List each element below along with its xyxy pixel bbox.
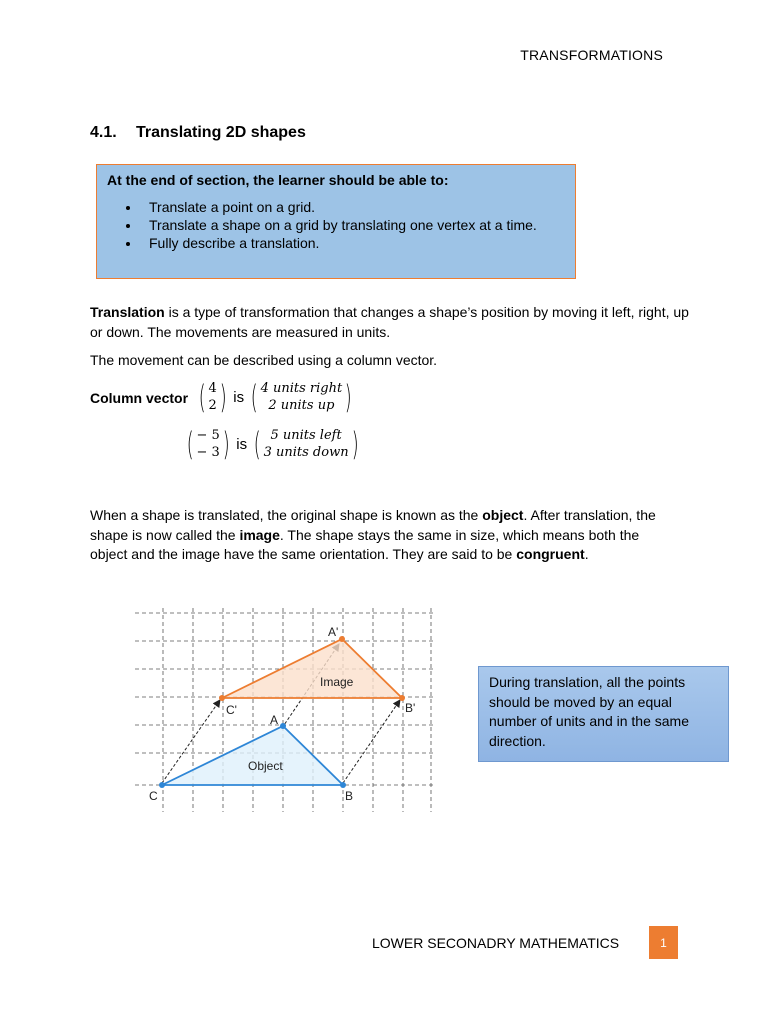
column-vector-label: Column vector <box>90 390 189 406</box>
vector-description-2: ( 5 units left 3 units down ) <box>253 425 359 463</box>
image-triangle <box>222 639 402 698</box>
vector-intro: The movement can be described using a column vector. <box>90 352 438 368</box>
objectives-list <box>107 198 565 252</box>
objectives-heading: At the end of section, the learner should be able to: <box>107 172 449 188</box>
learning-objectives-box <box>96 164 576 279</box>
term-congruent: congruent <box>516 546 585 562</box>
objective-item: • Fully describe a translation. <box>141 234 565 252</box>
vector-minus5-minus3: ( − 5 − 3 ) <box>186 425 230 463</box>
term-translation: Translation <box>90 304 165 320</box>
vertex-c-prime: C' <box>226 703 237 717</box>
translation-diagram <box>130 600 440 820</box>
section-heading <box>90 124 306 142</box>
definition-text: is a type of transformation that changes a shape’s position by moving it left, right, up or down. The movements are measured in units. <box>90 304 689 340</box>
arrow-b-to-b-prime <box>343 700 400 783</box>
vector-top: − 5 <box>196 428 220 443</box>
vector-bottom: − 3 <box>196 445 220 460</box>
vertex-b: B <box>345 789 354 803</box>
section-title: Translating 2D shapes <box>136 124 306 141</box>
vector-bottom: 2 <box>208 398 217 413</box>
vector-top: 4 <box>208 381 217 396</box>
vector-description-1: ( 4 units right 2 units up ) <box>250 378 352 416</box>
is-word: is <box>233 388 245 406</box>
object-triangle <box>162 726 343 785</box>
para-text: . After translation, the shape is now called the <box>90 507 656 543</box>
object-label: Object <box>248 759 283 773</box>
translation-definition <box>90 303 690 342</box>
para-text: . The shape stays the same in size, which means both the object and the image have the same orientation. They are said to be <box>90 526 640 562</box>
vector-desc-top: 5 units left <box>270 428 342 443</box>
vector-desc-bottom: 2 units up <box>268 398 335 413</box>
object-image-paragraph <box>90 506 680 565</box>
vertex-b-prime: B' <box>405 701 416 715</box>
vector-desc-top: 4 units right <box>260 381 343 396</box>
section-number: 4.1. <box>90 124 117 141</box>
term-image: image <box>239 526 280 543</box>
para-text: When a shape is translated, the original shape is known as the <box>90 507 483 523</box>
image-label: Image <box>320 675 354 689</box>
is-word: is <box>236 435 248 453</box>
objective-item: • Translate a point on a grid. <box>141 198 565 216</box>
translation-note-box: During translation, all the points should be moved by an equal number of units and in the same direction. <box>478 666 729 762</box>
term-object: object <box>482 507 524 523</box>
vector-desc-bottom: 3 units down <box>263 445 349 460</box>
para-text: . <box>584 546 589 562</box>
footer-title: LOWER SECONADRY MATHEMATICS <box>372 935 620 951</box>
vector-4-2: ( 4 2 ) <box>198 378 227 416</box>
column-vector-example-1 <box>196 380 355 414</box>
objective-item: • Translate a shape on a grid by translating one vertex at a time. <box>141 216 565 234</box>
vertex-a: A <box>270 713 279 727</box>
column-vector-example-2 <box>184 427 361 461</box>
vertex-a-prime: A' <box>328 625 339 639</box>
vertex-c: C <box>149 789 158 803</box>
page-number: 1 <box>649 926 678 959</box>
page-header: TRANSFORMATIONS <box>520 47 663 63</box>
